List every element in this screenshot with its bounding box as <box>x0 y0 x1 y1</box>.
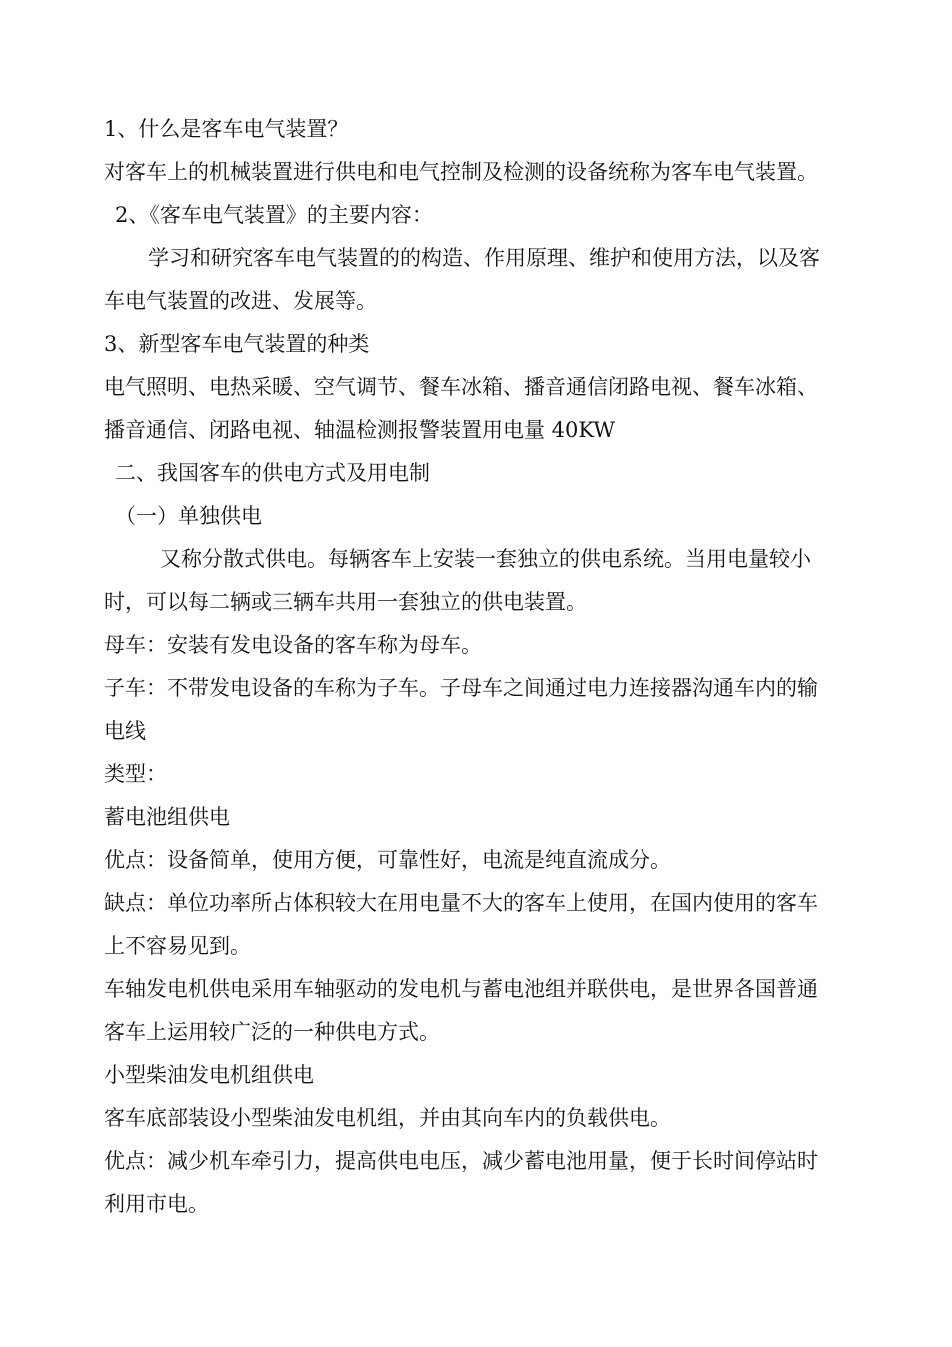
paragraph-axle-generator-line1: 车轴发电机供电采用车轴驱动的发电机与蓄电池组并联供电，是世界各国普通 <box>104 977 818 1001</box>
heading-q3: 3、新型客车电气装置的种类 <box>104 332 370 356</box>
paragraph-battery-advantages: 优点：设备简单，使用方便，可靠性好，电流是纯直流成分。 <box>104 848 671 872</box>
paragraph-battery-disadvantages-line1: 缺点：单位功率所占体积较大在用电量不大的客车上使用，在国内使用的客车 <box>104 891 818 915</box>
label-types: 类型： <box>104 762 167 786</box>
paragraph-child-car-line1: 子车：不带发电设备的车称为子车。子母车之间通过电力连接器沟通车内的输 <box>104 676 818 700</box>
paragraph-definition: 对客车上的机械装置进行供电和电气控制及检测的设备统称为客车电气装置。 <box>104 160 818 184</box>
paragraph-content-line1: 学习和研究客车电气装置的的构造、作用原理、维护和使用方法，以及客 <box>148 246 820 270</box>
paragraph-child-car-line2: 电线 <box>104 719 146 743</box>
paragraph-types-line1: 电气照明、电热采暖、空气调节、餐车冰箱、播音通信闭路电视、餐车冰箱、 <box>104 375 818 399</box>
subsection-heading-1: （一）单独供电 <box>115 504 262 528</box>
paragraph-diesel-description: 客车底部装设小型柴油发电机组，并由其向车内的负载供电。 <box>104 1106 671 1130</box>
paragraph-axle-generator-line2: 客车上运用较广泛的一种供电方式。 <box>104 1020 440 1044</box>
heading-battery-supply: 蓄电池组供电 <box>104 805 230 829</box>
paragraph-diesel-advantages-line1: 优点：减少机车牵引力，提高供电电压，减少蓄电池用量，便于长时间停站时 <box>104 1149 818 1173</box>
heading-q2: 2、《客车电气装置》的主要内容： <box>115 203 433 227</box>
paragraph-diesel-advantages-line2: 利用市电。 <box>104 1192 209 1216</box>
section-heading-2: 二、我国客车的供电方式及用电制 <box>115 461 430 485</box>
paragraph-independent-line2: 时，可以每二辆或三辆车共用一套独立的供电装置。 <box>104 590 587 614</box>
paragraph-types-line2: 播音通信、闭路电视、轴温检测报警装置用电量 40KW <box>104 418 615 442</box>
paragraph-independent-line1: 又称分散式供电。每辆客车上安装一套独立的供电系统。当用电量较小 <box>160 547 811 571</box>
paragraph-content-line2: 车电气装置的改进、发展等。 <box>104 289 377 313</box>
paragraph-mother-car: 母车：安装有发电设备的客车称为母车。 <box>104 633 482 657</box>
heading-diesel-generator: 小型柴油发电机组供电 <box>104 1063 314 1087</box>
heading-q1: 1、什么是客车电气装置？ <box>104 117 349 141</box>
paragraph-battery-disadvantages-line2: 上不容易见到。 <box>104 934 251 958</box>
